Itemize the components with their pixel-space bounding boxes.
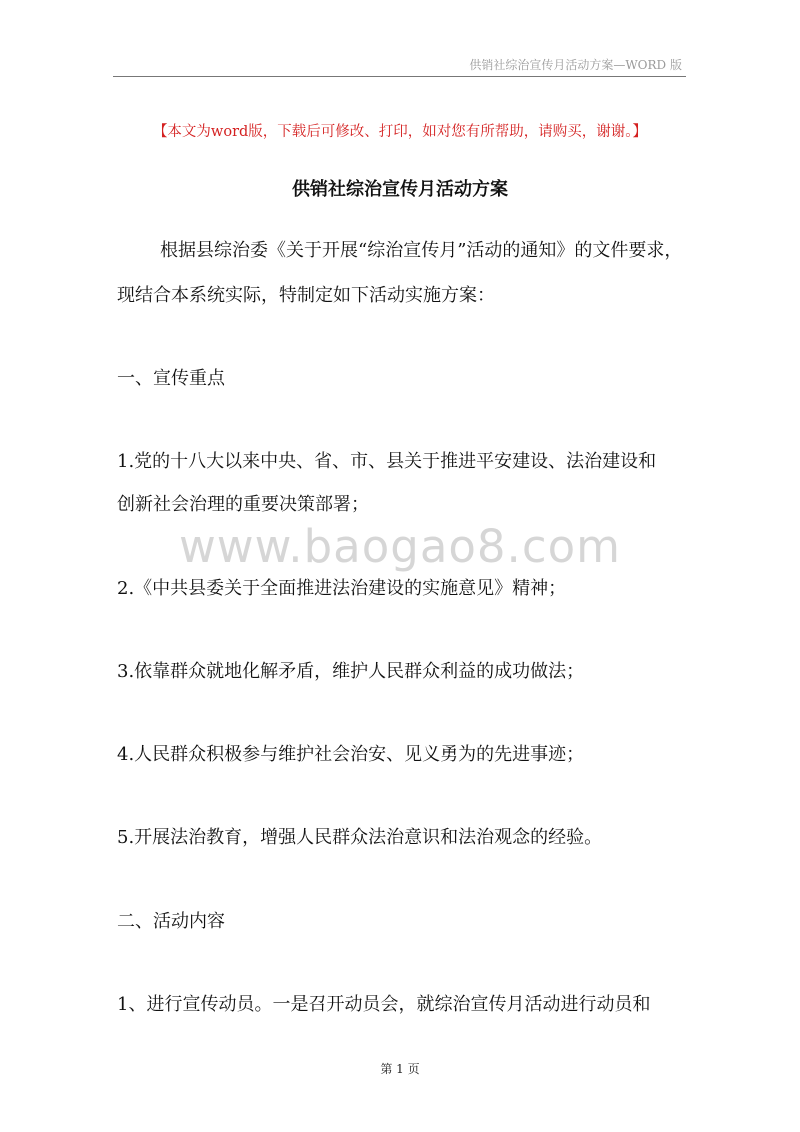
document-title: 供销社综治宣传月活动方案	[292, 179, 508, 200]
list-item-4: 4.人民群众积极参与维护社会治安、见义勇为的先进事迹；	[117, 744, 585, 765]
list-item-1-line-1: 1.党的十八大以来中央、省、市、县关于推进平安建设、法治建设和	[117, 451, 657, 472]
list-item-5: 5.开展法治教育，增强人民群众法治意识和法治观念的经验。	[117, 827, 603, 848]
header-divider	[113, 76, 686, 77]
intro-paragraph-line-2: 现结合本系统实际，特制定如下活动实施方案：	[117, 285, 495, 306]
running-header: 供销社综治宣传月活动方案—WORD 版	[469, 58, 682, 72]
list-item-3: 3.依靠群众就地化解矛盾，维护人民群众利益的成功做法；	[117, 661, 585, 682]
intro-paragraph-line-1: 根据县综治委《关于开展“综治宣传月”活动的通知》的文件要求，	[160, 240, 683, 261]
list-item-2: 2.《中共县委关于全面推进法治建设的实施意见》精神；	[117, 578, 567, 599]
page-number: 第 1 页	[380, 1062, 420, 1076]
list-item-1-line-2: 创新社会治理的重要决策部署；	[117, 494, 369, 515]
content-item-1-line-1: 1、进行宣传动员。一是召开动员会，就综治宣传月活动进行动员和	[117, 994, 651, 1015]
purchase-notice: 【本文为word版，下载后可修改、打印，如对您有所帮助，请购买，谢谢。】	[152, 124, 648, 140]
section-heading-1: 一、宣传重点	[117, 368, 225, 389]
section-heading-2: 二、活动内容	[117, 911, 225, 932]
watermark: www.baogao8.com	[179, 520, 621, 573]
